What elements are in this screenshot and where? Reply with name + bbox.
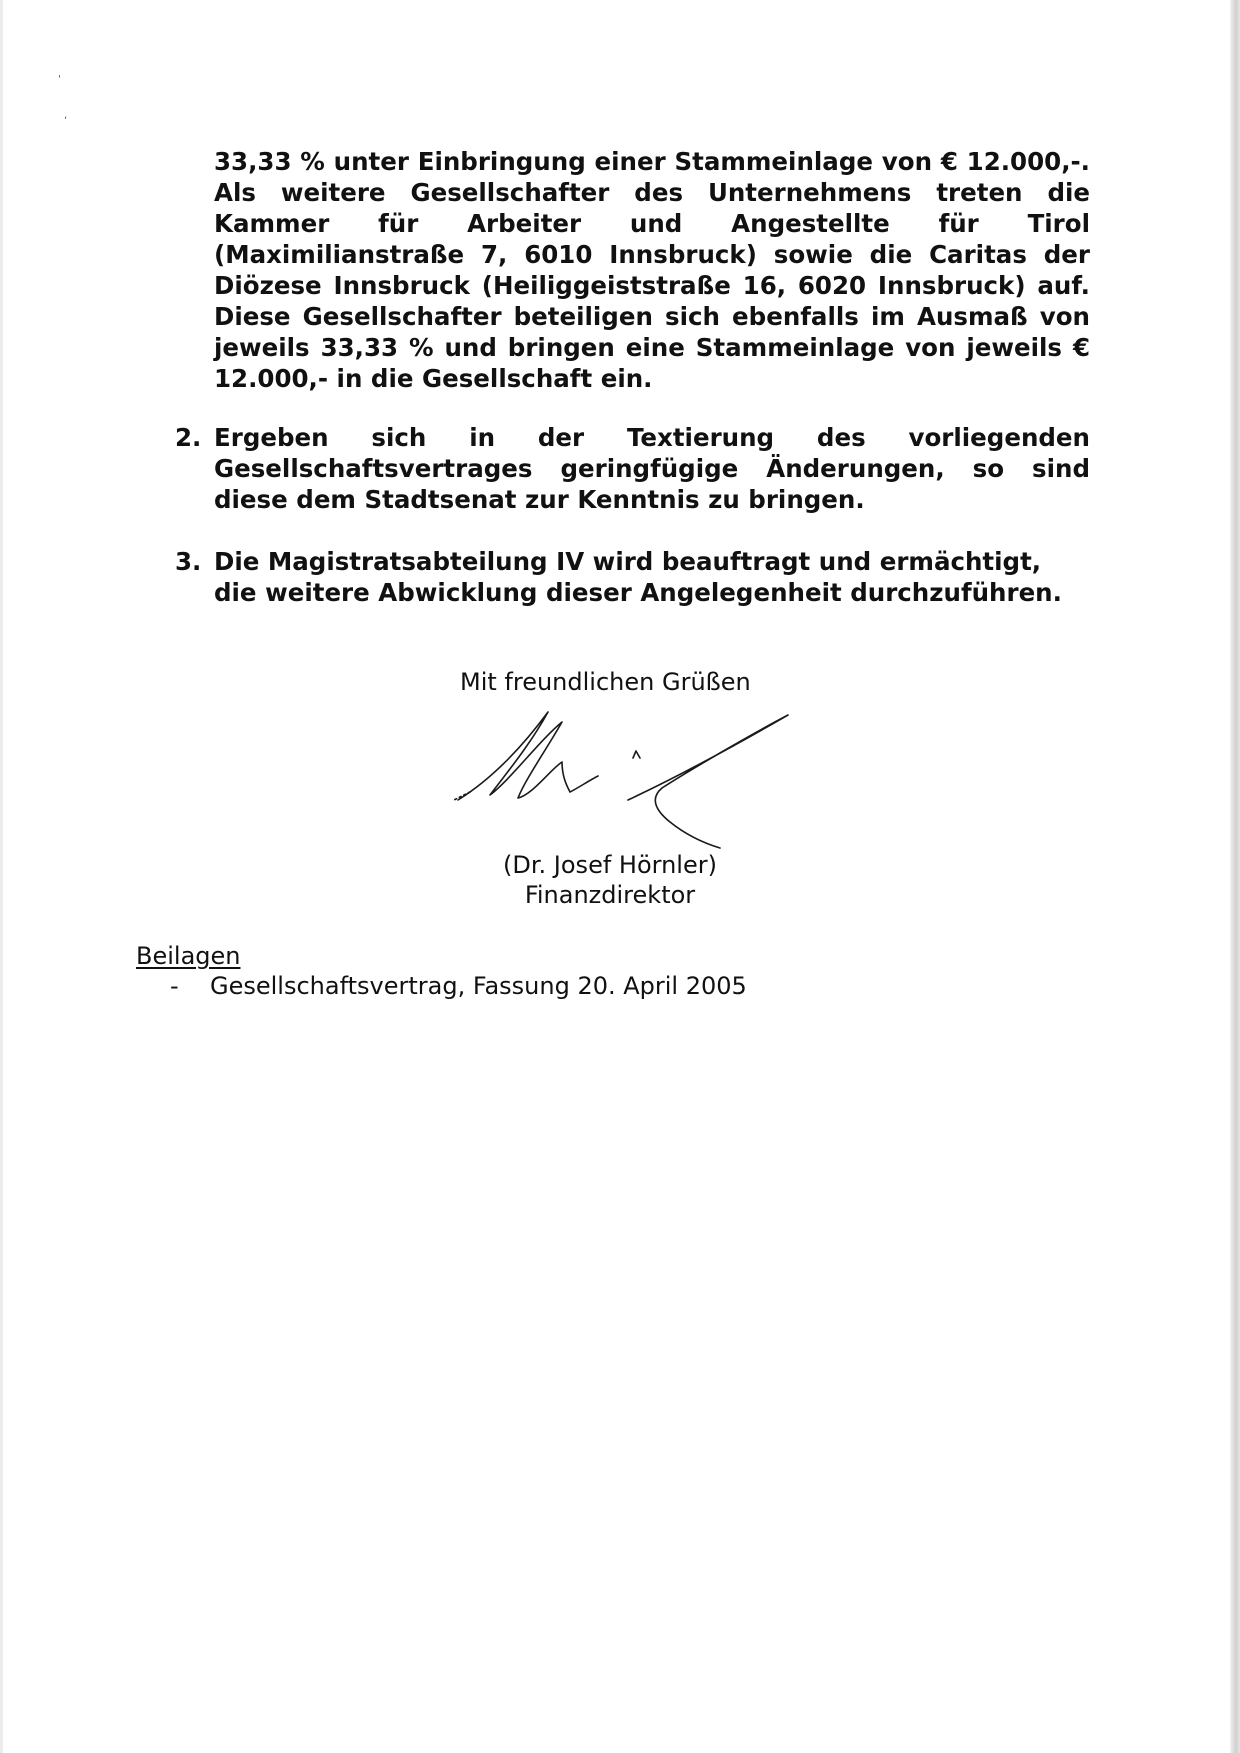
- scan-edge-left: [0, 0, 3, 1753]
- item-text: Die Magistratsabteilung IV wird beauftragt und ermächtigt, die weitere Abwicklung dieser Angelegenheit durchzuführen.: [214, 547, 1062, 607]
- paragraph-continuation: 33,33 % unter Einbringung einer Stammeinlage von € 12.000,-. Als weitere Gesellschafter des Unternehmens treten die Kammer für Arbeiter und Angestellte für Tirol (Maximilianstraße 7, 6010 Innsbruck) sowie die Caritas der Diözese Innsbruck (Heiliggeiststraße 16, 6020 Innsbruck) auf. Diese Gesellschafter beteiligen sich ebenfalls im Ausmaß von jeweils 33,33 % und bringen eine Stammeinlage von jeweils € 12.000,- in die Gesellschaft ein.: [214, 147, 1090, 393]
- handwritten-signature: [450, 700, 800, 850]
- signer-name: (Dr. Josef Hörnler): [503, 851, 717, 879]
- attachment-text: Gesellschaftsvertrag, Fassung 20. April 2005: [210, 972, 747, 1000]
- numbered-item: [175, 546, 1090, 608]
- item-number: 2.: [175, 423, 202, 452]
- item-text: Ergeben sich in der Textierung des vorliegenden Gesellschaftsvertrages geringfügige Änderungen, so sind diese dem Stadtsenat zur Kenntnis zu bringen.: [214, 423, 1090, 514]
- attachment-bullet: -: [170, 972, 179, 1000]
- numbered-item: [175, 422, 1090, 515]
- closing-salutation: Mit freundlichen Grüßen: [460, 668, 751, 696]
- attachment-item: [170, 971, 747, 1001]
- signer-block: [440, 850, 780, 910]
- signer-title: Finanzdirektor: [524, 881, 696, 909]
- scan-edge-right: [1230, 0, 1240, 1753]
- item-number: 3.: [175, 547, 202, 576]
- scan-speck: ': [58, 74, 61, 85]
- scan-speck: ,: [64, 110, 68, 121]
- attachments-heading: Beilagen: [136, 942, 241, 970]
